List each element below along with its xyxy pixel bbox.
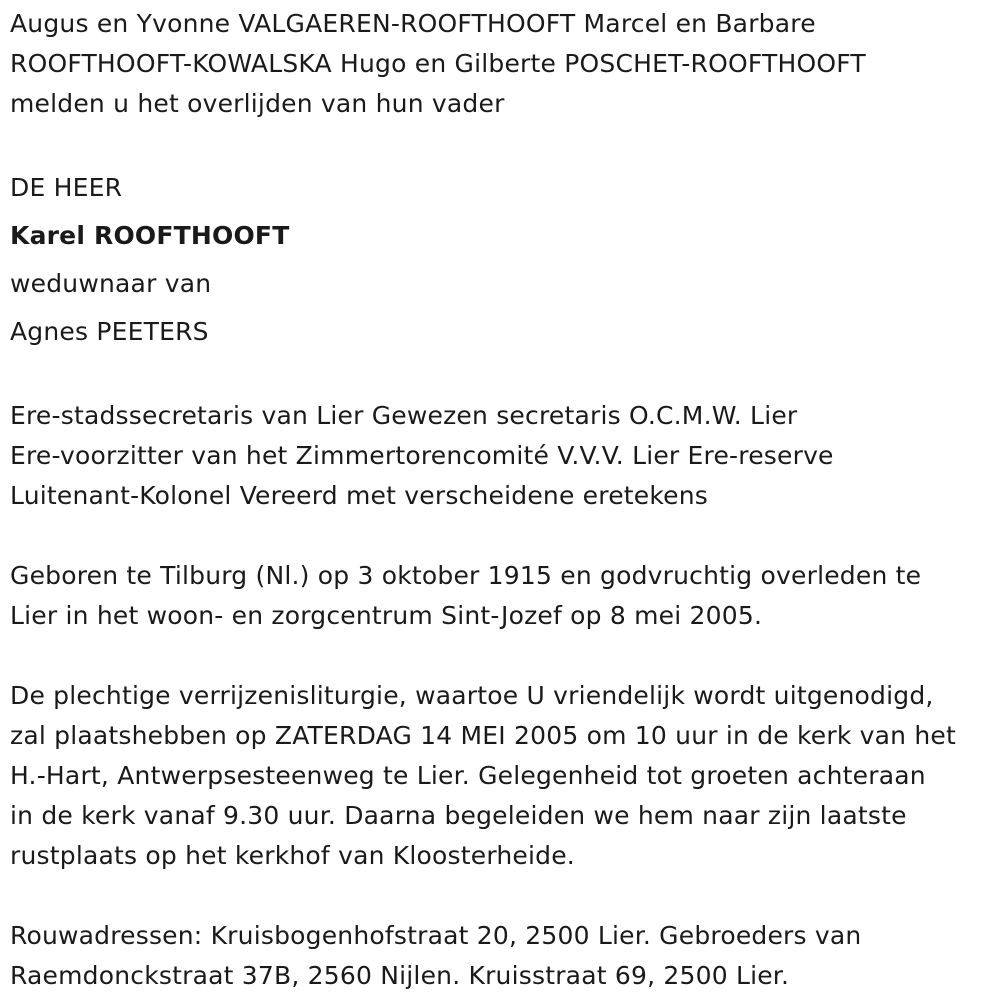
- intro-line-2: ROOFTHOOFT-KOWALSKA Hugo en Gilberte POSCHET-ROOFTHOOFT: [10, 49, 866, 78]
- ceremony-paragraph: [10, 676, 995, 876]
- intro-paragraph: [10, 4, 995, 124]
- functions-paragraph: [10, 396, 995, 516]
- addresses-line-1: Rouwadressen: Kruisbogenhofstraat 20, 2500 Lier. Gebroeders van: [10, 921, 862, 950]
- functions-line-2: Ere-voorzitter van het Zimmertorencomité V.V.V. Lier Ere-reserve: [10, 441, 834, 470]
- birth-death-paragraph: [10, 556, 995, 636]
- deceased-block: [10, 164, 995, 356]
- intro-line-3: melden u het overlijden van hun vader: [10, 89, 505, 118]
- obituary-notice: [10, 4, 995, 996]
- deceased-status: weduwnaar van: [10, 269, 212, 298]
- birth-death-line-2: Lier in het woon- en zorgcentrum Sint-Jozef op 8 mei 2005.: [10, 601, 763, 630]
- functions-line-3: Luitenant-Kolonel Vereerd met verscheidene eretekens: [10, 481, 708, 510]
- ceremony-line-3: H.-Hart, Antwerpsesteenweg te Lier. Gelegenheid tot groeten achteraan: [10, 761, 926, 790]
- intro-line-1: Augus en Yvonne VALGAEREN-ROOFTHOOFT Marcel en Barbare: [10, 9, 816, 38]
- ceremony-line-2: zal plaatshebben op ZATERDAG 14 MEI 2005 om 10 uur in de kerk van het: [10, 721, 957, 750]
- ceremony-line-4: in de kerk vanaf 9.30 uur. Daarna begeleiden we hem naar zijn laatste: [10, 801, 907, 830]
- addresses-paragraph: [10, 916, 995, 996]
- ceremony-line-5: rustplaats op het kerkhof van Kloosterheide.: [10, 841, 575, 870]
- addresses-line-2: Raemdonckstraat 37B, 2560 Nijlen. Kruisstraat 69, 2500 Lier.: [10, 961, 790, 990]
- birth-death-line-1: Geboren te Tilburg (Nl.) op 3 oktober 1915 en godvruchtig overleden te: [10, 561, 922, 590]
- deceased-spouse: Agnes PEETERS: [10, 317, 209, 346]
- ceremony-line-1: De plechtige verrijzenisliturgie, waartoe U vriendelijk wordt uitgenodigd,: [10, 681, 934, 710]
- deceased-name: Karel ROOFTHOOFT: [10, 221, 290, 250]
- deceased-title: DE HEER: [10, 173, 123, 202]
- functions-line-1: Ere-stadssecretaris van Lier Gewezen secretaris O.C.M.W. Lier: [10, 401, 798, 430]
